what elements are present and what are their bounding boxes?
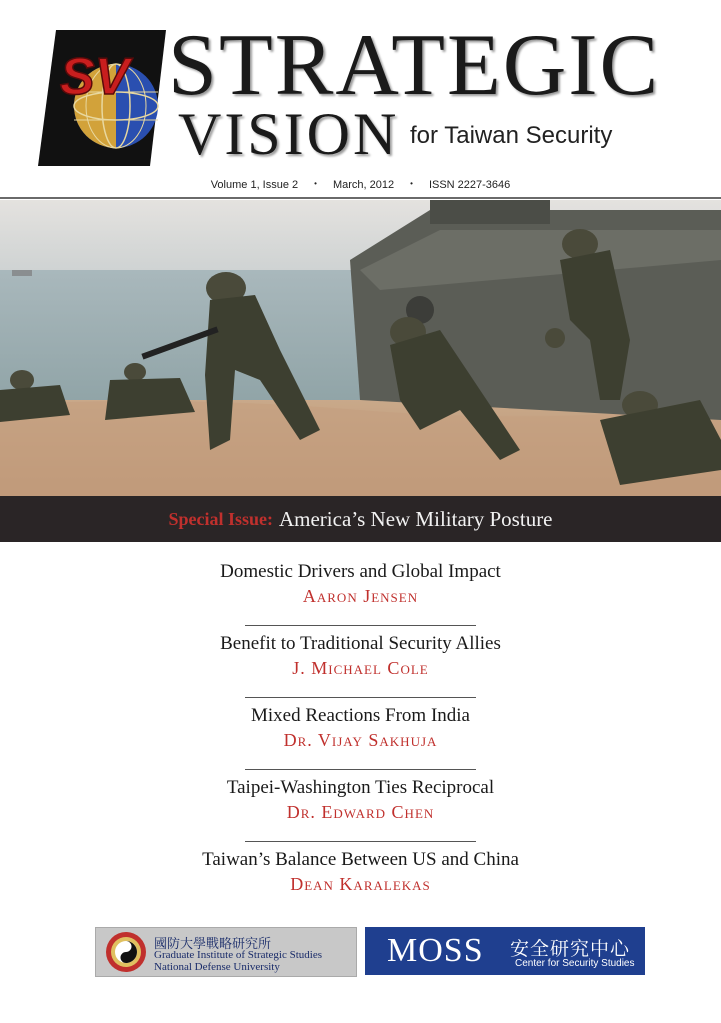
moss-english-name: Center for Security Studies [515, 958, 635, 969]
ndu-university-name: National Defense University [154, 961, 280, 973]
issue-volume: Volume 1, Issue 2 [210, 179, 299, 191]
article-item[interactable] [0, 848, 721, 920]
issue-separator: • [410, 179, 413, 188]
special-issue-banner [0, 496, 721, 542]
ndu-logo [95, 927, 357, 977]
issue-separator: • [314, 179, 317, 188]
issue-issn: ISSN 2227-3646 [428, 179, 511, 191]
article-list [0, 560, 721, 920]
article-divider [245, 625, 476, 626]
article-item[interactable] [0, 560, 721, 632]
yin-yang-emblem-icon [104, 930, 148, 974]
article-item[interactable] [0, 776, 721, 848]
issue-info [0, 179, 721, 191]
article-author: J. Michael Cole [292, 658, 429, 678]
article-item[interactable] [0, 704, 721, 776]
masthead-title: STRATEGIC [168, 17, 661, 114]
issue-date: March, 2012 [332, 179, 395, 191]
article-divider [245, 841, 476, 842]
masthead-title-line2: VISION [178, 101, 400, 167]
ndu-institute-name: Graduate Institute of Strategic Studies [154, 949, 323, 961]
article-title: Benefit to Traditional Security Allies [220, 633, 501, 654]
moss-chinese-name: 安全研究中心 [510, 938, 631, 960]
article-author: Aaron Jensen [302, 586, 419, 606]
ndu-chinese-name: 國防大學戰略研究所 [154, 936, 272, 951]
masthead-rule [0, 197, 721, 199]
article-title: Taipei-Washington Ties Reciprocal [226, 777, 495, 798]
masthead-subtitle: for Taiwan Security [410, 122, 613, 149]
moss-name: MOSS [387, 932, 484, 969]
sv-globe-logo [38, 28, 168, 168]
logo-letters: SV [60, 48, 130, 106]
article-author: Dean Karalekas [290, 874, 431, 894]
article-author: Dr. Edward Chen [286, 802, 435, 822]
article-divider [245, 769, 476, 770]
moss-logo [365, 927, 645, 975]
cover-photo-beach-landing [0, 200, 721, 496]
article-title: Mixed Reactions From India [251, 705, 470, 726]
article-title: Domestic Drivers and Global Impact [220, 561, 501, 582]
special-issue-label: Special Issue: [168, 508, 273, 529]
article-item[interactable] [0, 632, 721, 704]
article-divider [245, 697, 476, 698]
article-title: Taiwan’s Balance Between US and China [202, 849, 519, 870]
article-author: Dr. Vijay Sakhuja [283, 730, 438, 750]
special-issue-title: America’s New Military Posture [278, 506, 553, 531]
